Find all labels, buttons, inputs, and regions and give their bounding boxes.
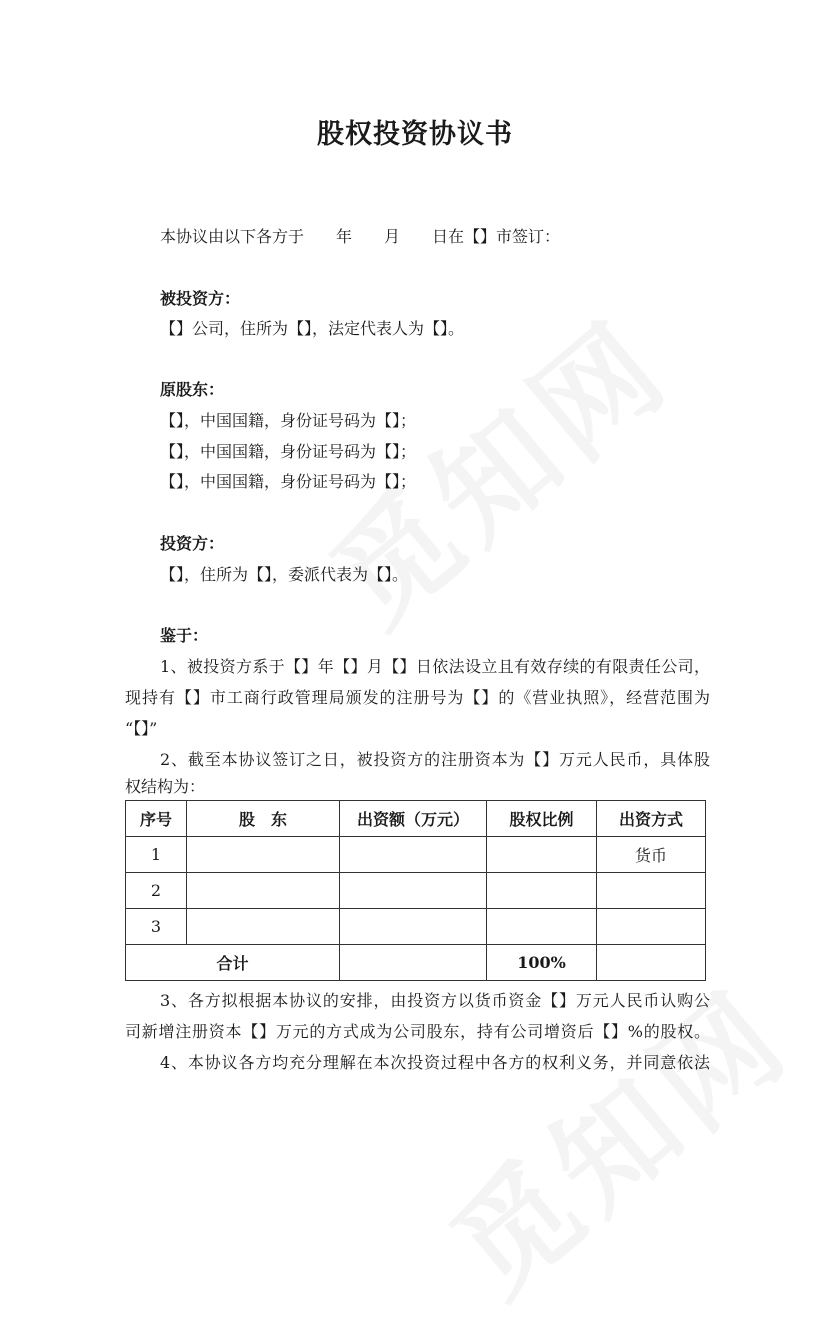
investor-line: 【】，住所为【】，委派代表为【】。 — [160, 565, 409, 584]
paragraph-line: 权结构为： — [125, 777, 206, 796]
col-header-shareholder: 股 东 — [187, 801, 340, 837]
col-header-method: 出资方式 — [597, 801, 706, 837]
table-cell — [487, 909, 597, 945]
whereas-item-3 — [125, 985, 710, 1047]
table-row — [126, 837, 706, 873]
table-cell — [340, 945, 487, 981]
paragraph-line: 现持有【】市工商行政管理局颁发的注册号为【】的《营业执照》，经营范围为 — [125, 688, 710, 707]
document-title: 股权投资协议书 — [317, 119, 513, 150]
paragraph-line: 3、各方拟根据本协议的安排，由投资方以货币资金【】万元人民币认购公 — [160, 991, 710, 1010]
col-header-ratio: 股权比例 — [487, 801, 597, 837]
whereas-item-1 — [125, 651, 710, 744]
whereas-heading: 鉴于： — [160, 626, 209, 645]
table-row — [126, 873, 706, 909]
table-cell: 2 — [126, 873, 187, 909]
table-cell: 1 — [126, 837, 187, 873]
table-cell — [340, 837, 487, 873]
table-header-row — [126, 801, 706, 837]
table-total-row — [126, 945, 706, 981]
investor-heading: 投资方： — [160, 534, 225, 553]
col-header-index: 序号 — [126, 801, 187, 837]
table-cell — [487, 837, 597, 873]
table-row — [126, 909, 706, 945]
table-cell — [340, 873, 487, 909]
whereas-item-4 — [125, 1047, 710, 1078]
table-cell: 3 — [126, 909, 187, 945]
paragraph-line: 2、截至本协议签订之日，被投资方的注册资本为【】万元人民币，具体股 — [160, 750, 710, 769]
table-cell — [597, 945, 706, 981]
table-cell — [597, 909, 706, 945]
original-shareholders-heading: 原股东： — [160, 380, 225, 399]
table-cell — [187, 873, 340, 909]
total-label: 合计 — [126, 945, 340, 981]
equity-structure-table — [125, 800, 706, 981]
total-ratio: 100% — [487, 945, 597, 981]
table-cell: 货币 — [597, 837, 706, 873]
shareholder-line: 【】，中国国籍，身份证号码为【】； — [160, 411, 417, 430]
shareholder-line: 【】，中国国籍，身份证号码为【】； — [160, 442, 417, 461]
paragraph-line: “【】” — [125, 719, 158, 738]
table-cell — [187, 909, 340, 945]
investee-heading: 被投资方： — [160, 289, 241, 308]
table-cell — [187, 837, 340, 873]
whereas-item-2 — [125, 744, 710, 799]
col-header-amount: 出资额（万元） — [340, 801, 487, 837]
table-cell — [340, 909, 487, 945]
table-cell — [597, 873, 706, 909]
paragraph-line: 4、本协议各方均充分理解在本次投资过程中各方的权利义务，并同意依法 — [160, 1053, 710, 1072]
intro-line: 本协议由以下各方于 年 月 日在【】市签订： — [160, 227, 561, 246]
investee-line: 【】公司，住所为【】，法定代表人为【】。 — [160, 319, 465, 338]
shareholder-line: 【】，中国国籍，身份证号码为【】； — [160, 472, 417, 491]
table-cell — [487, 873, 597, 909]
paragraph-line: 司新增注册资本【】万元的方式成为公司股东，持有公司增资后【】%的股权。 — [125, 1022, 710, 1041]
paragraph-line: 1、被投资方系于【】年【】月【】日依法设立且有效存续的有限责任公司， — [160, 657, 710, 676]
